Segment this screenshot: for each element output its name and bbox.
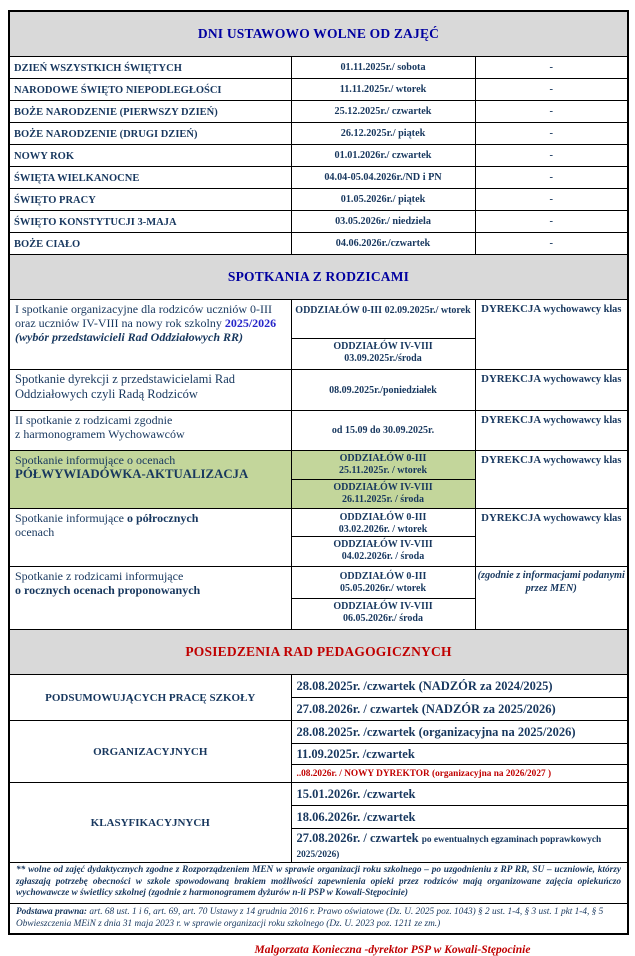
footnote-free-days bbox=[9, 863, 628, 904]
meeting-row-1 bbox=[9, 300, 628, 370]
meeting1-school-year: 2025/2026 bbox=[224, 316, 277, 331]
holiday-note-cell: - bbox=[475, 145, 628, 167]
holiday-date-cell: 25.12.2025r./ czwartek bbox=[291, 101, 475, 123]
holiday-date-cell: 26.12.2025r./ piątek bbox=[291, 123, 475, 145]
council-date-cell: 28.08.2025r. /czwartek (organizacyjna na 2025/2026) bbox=[291, 721, 628, 744]
holiday-name-cell: BOŻE NARODZENIE (PIERWSZY DZIEŃ) bbox=[9, 101, 291, 123]
council-date-cell: 27.08.2026r. / czwartek po ewentualnych egzaminach poprawkowych 2025/2026) bbox=[291, 829, 628, 863]
holiday-name-cell: BOŻE NARODZENIE (DRUGI DZIEŃ) bbox=[9, 123, 291, 145]
council-date-cell: 28.08.2025r. /czwartek (NADZÓR za 2024/2025) bbox=[291, 675, 628, 698]
holiday-date-cell: 03.05.2026r./ niedziela bbox=[291, 211, 475, 233]
section1-title: DNI USTAWOWO WOLNE OD ZAJĘĆ bbox=[9, 11, 628, 57]
holiday-row bbox=[9, 189, 628, 211]
council-date-small-note: po ewentualnych egzaminach poprawkowych 2025/2026) bbox=[296, 834, 602, 860]
meeting-dates-cell: ODDZIAŁÓW 0-III 05.05.2026r./ wtorek ODDZIAŁÓW IV-VIII 06.05.2026r./ środa bbox=[291, 567, 475, 630]
holiday-row bbox=[9, 211, 628, 233]
council-row bbox=[9, 721, 628, 744]
school-calendar-document bbox=[0, 10, 635, 956]
signature-line: Malgorzata Konieczna -dyrektor PSP w Kowali-Stępocinie bbox=[254, 943, 531, 956]
meeting-row-6 bbox=[9, 567, 628, 630]
meeting-dates-cell bbox=[291, 300, 475, 370]
council-date-cell-new-director: ..08.2026r. / NOWY DYREKTOR (organizacyjna na 2026/2027 ) bbox=[291, 765, 628, 783]
council-row bbox=[9, 783, 628, 806]
holiday-name-cell: ŚWIĘTO KONSTYTUCJI 3-MAJA bbox=[9, 211, 291, 233]
council-group-label: ORGANIZACYJNYCH bbox=[9, 721, 291, 783]
meeting1-date-0-3: ODDZIAŁÓW 0-III 02.09.2025r./ wtorek bbox=[292, 303, 475, 339]
section2-title: SPOTKANIA Z RODZICAMI bbox=[9, 255, 628, 300]
council-date-cell: 15.01.2026r. /czwartek bbox=[291, 783, 628, 806]
holiday-row bbox=[9, 233, 628, 255]
holiday-date-cell: 11.11.2025r./ wtorek bbox=[291, 79, 475, 101]
holiday-name-cell: ŚWIĘTO PRACY bbox=[9, 189, 291, 211]
holiday-date-cell: 04.04-05.04.2026r./ND i PN bbox=[291, 167, 475, 189]
section-header-spotkania bbox=[9, 255, 628, 300]
holiday-row bbox=[9, 79, 628, 101]
holiday-name-cell: BOŻE CIAŁO bbox=[9, 233, 291, 255]
holiday-note-cell: - bbox=[475, 123, 628, 145]
council-date-cell: 11.09.2025r. /czwartek bbox=[291, 744, 628, 765]
holiday-row bbox=[9, 123, 628, 145]
meeting-responsible-cell: (zgodnie z informacjami podanymi przez MEN) bbox=[475, 567, 628, 630]
footnote-free-days-text: ** wolne od zajęć dydaktycznych zgodne z Rozporządzeniem MEN w sprawie organizacji roku szkolnego – po uzgodnieniu z RP RR, SU – uczniowie, którzy zgłaszają potrzebę obecności w szkole spowodowaną brakiem możliwości zapewnienia opieki przez rodziców mają organizowane zajęcia opiekuńczo wychowawcze w świetlicy szkolnej (zgodnie z harmonogramem dyżurów n-li PSP w Kowali-Stępocinie) bbox=[9, 863, 628, 904]
council-group-label: KLASYFIKACYJNYCH bbox=[9, 783, 291, 863]
council-group-label: PODSUMOWUJĄCYCH PRACĘ SZKOŁY bbox=[9, 675, 291, 721]
footnote-legal-basis-text: Podstawa prawna: art. 68 ust. 1 i 6, art. 69, art. 70 Ustawy z 14 grudnia 2016 r. Prawo oświatowe (Dz. U. 2025 poz. 1043) § 2 ust. 1-4, § 3 ust. 1 pkt 1-4, § 5 Obwieszczenia MEiN z dnia 31 maja 2023 r. w sprawie organizacji roku szkolnego (Dz. U. 2023 poz. 1211 ze zm.) bbox=[9, 903, 628, 934]
meeting-dates-cell-highlighted: ODDZIAŁÓW 0-III 25.11.2025r. / wtorek ODDZIAŁÓW IV-VIII 26.11.2025r. / środa bbox=[291, 451, 475, 509]
holiday-row bbox=[9, 57, 628, 79]
holiday-note-cell: - bbox=[475, 79, 628, 101]
holiday-name-cell: ŚWIĘTA WIELKANOCNE bbox=[9, 167, 291, 189]
meeting-dates-cell: od 15.09 do 30.09.2025r. bbox=[291, 411, 475, 451]
meeting-responsible-cell: DYREKCJA wychowawcy klas bbox=[475, 300, 628, 370]
meeting-description-cell: II spotkanie z rodzicami zgodnie z harmonogramem Wychowawców bbox=[9, 411, 291, 451]
schedule-table bbox=[8, 10, 629, 935]
meeting-responsible-cell: DYREKCJA wychowawcy klas bbox=[475, 509, 628, 567]
legal-basis-label: Podstawa prawna: bbox=[16, 906, 88, 917]
meeting-row-4-polwywiadowka bbox=[9, 451, 628, 509]
holiday-note-cell: - bbox=[475, 101, 628, 123]
section-header-dni-wolne bbox=[9, 11, 628, 57]
holiday-note-cell: - bbox=[475, 211, 628, 233]
section3-title: POSIEDZENIA RAD PEDAGOGICZNYCH bbox=[9, 630, 628, 675]
holiday-note-cell: - bbox=[475, 233, 628, 255]
section-header-posiedzenia bbox=[9, 630, 628, 675]
meeting1-date-4-8: ODDZIAŁÓW IV-VIII 03.09.2025r./środa bbox=[333, 340, 433, 364]
holiday-name-cell: NARODOWE ŚWIĘTO NIEPODLEGŁOŚCI bbox=[9, 79, 291, 101]
footnote-legal-basis bbox=[9, 903, 628, 934]
holiday-date-cell: 04.06.2026r./czwartek bbox=[291, 233, 475, 255]
council-date-cell: 27.08.2026r. / czwartek (NADZÓR za 2025/2026) bbox=[291, 698, 628, 721]
meeting-responsible-cell: DYREKCJA wychowawcy klas bbox=[475, 370, 628, 411]
holiday-row bbox=[9, 101, 628, 123]
council-row bbox=[9, 675, 628, 698]
meeting-description-cell: Spotkanie dyrekcji z przedstawicielami Rad Oddziałowych czyli Radą Rodziców bbox=[9, 370, 291, 411]
holiday-note-cell: - bbox=[475, 189, 628, 211]
meeting-description-cell: Spotkanie z rodzicami informujące o rocznych ocenach proponowanych bbox=[9, 567, 291, 630]
holiday-note-cell: - bbox=[475, 57, 628, 79]
meeting-responsible-cell: DYREKCJA wychowawcy klas bbox=[475, 411, 628, 451]
meeting-row-2 bbox=[9, 370, 628, 411]
meeting-row-3 bbox=[9, 411, 628, 451]
meeting-description-cell bbox=[9, 300, 291, 370]
meeting-dates-cell: 08.09.2025r./poniedziałek bbox=[291, 370, 475, 411]
holiday-date-cell: 01.01.2026r./ czwartek bbox=[291, 145, 475, 167]
holiday-name-cell: DZIEŃ WSZYSTKICH ŚWIĘTYCH bbox=[9, 57, 291, 79]
holiday-date-cell: 01.11.2025r./ sobota bbox=[291, 57, 475, 79]
holiday-row bbox=[9, 145, 628, 167]
council-date-cell: 18.06.2026r. /czwartek bbox=[291, 806, 628, 829]
holiday-name-cell: NOWY ROK bbox=[9, 145, 291, 167]
meeting1-subtext: (wybór przedstawicieli Rad Oddziałowych RR) bbox=[15, 330, 243, 345]
meeting-description-cell-highlighted: Spotkanie informujące o ocenach PÓŁWYWIADÓWKA-AKTUALIZACJA bbox=[9, 451, 291, 509]
meeting-responsible-cell: DYREKCJA wychowawcy klas bbox=[475, 451, 628, 509]
holiday-date-cell: 01.05.2026r./ piątek bbox=[291, 189, 475, 211]
meeting-dates-cell: ODDZIAŁÓW 0-III 03.02.2026r. / wtorek ODDZIAŁÓW IV-VIII 04.02.2026r. / środa bbox=[291, 509, 475, 567]
meeting-description-cell: Spotkanie informujące o półrocznych ocenach bbox=[9, 509, 291, 567]
polwywiadowka-label: PÓŁWYWIADÓWKA-AKTUALIZACJA bbox=[15, 467, 249, 482]
holiday-row bbox=[9, 167, 628, 189]
meeting-row-5 bbox=[9, 509, 628, 567]
holiday-note-cell: - bbox=[475, 167, 628, 189]
meeting1-text: I spotkanie organizacyjne dla rodziców uczniów 0-III oraz uczniów IV-VIII na nowy rok szkolny bbox=[15, 302, 273, 331]
